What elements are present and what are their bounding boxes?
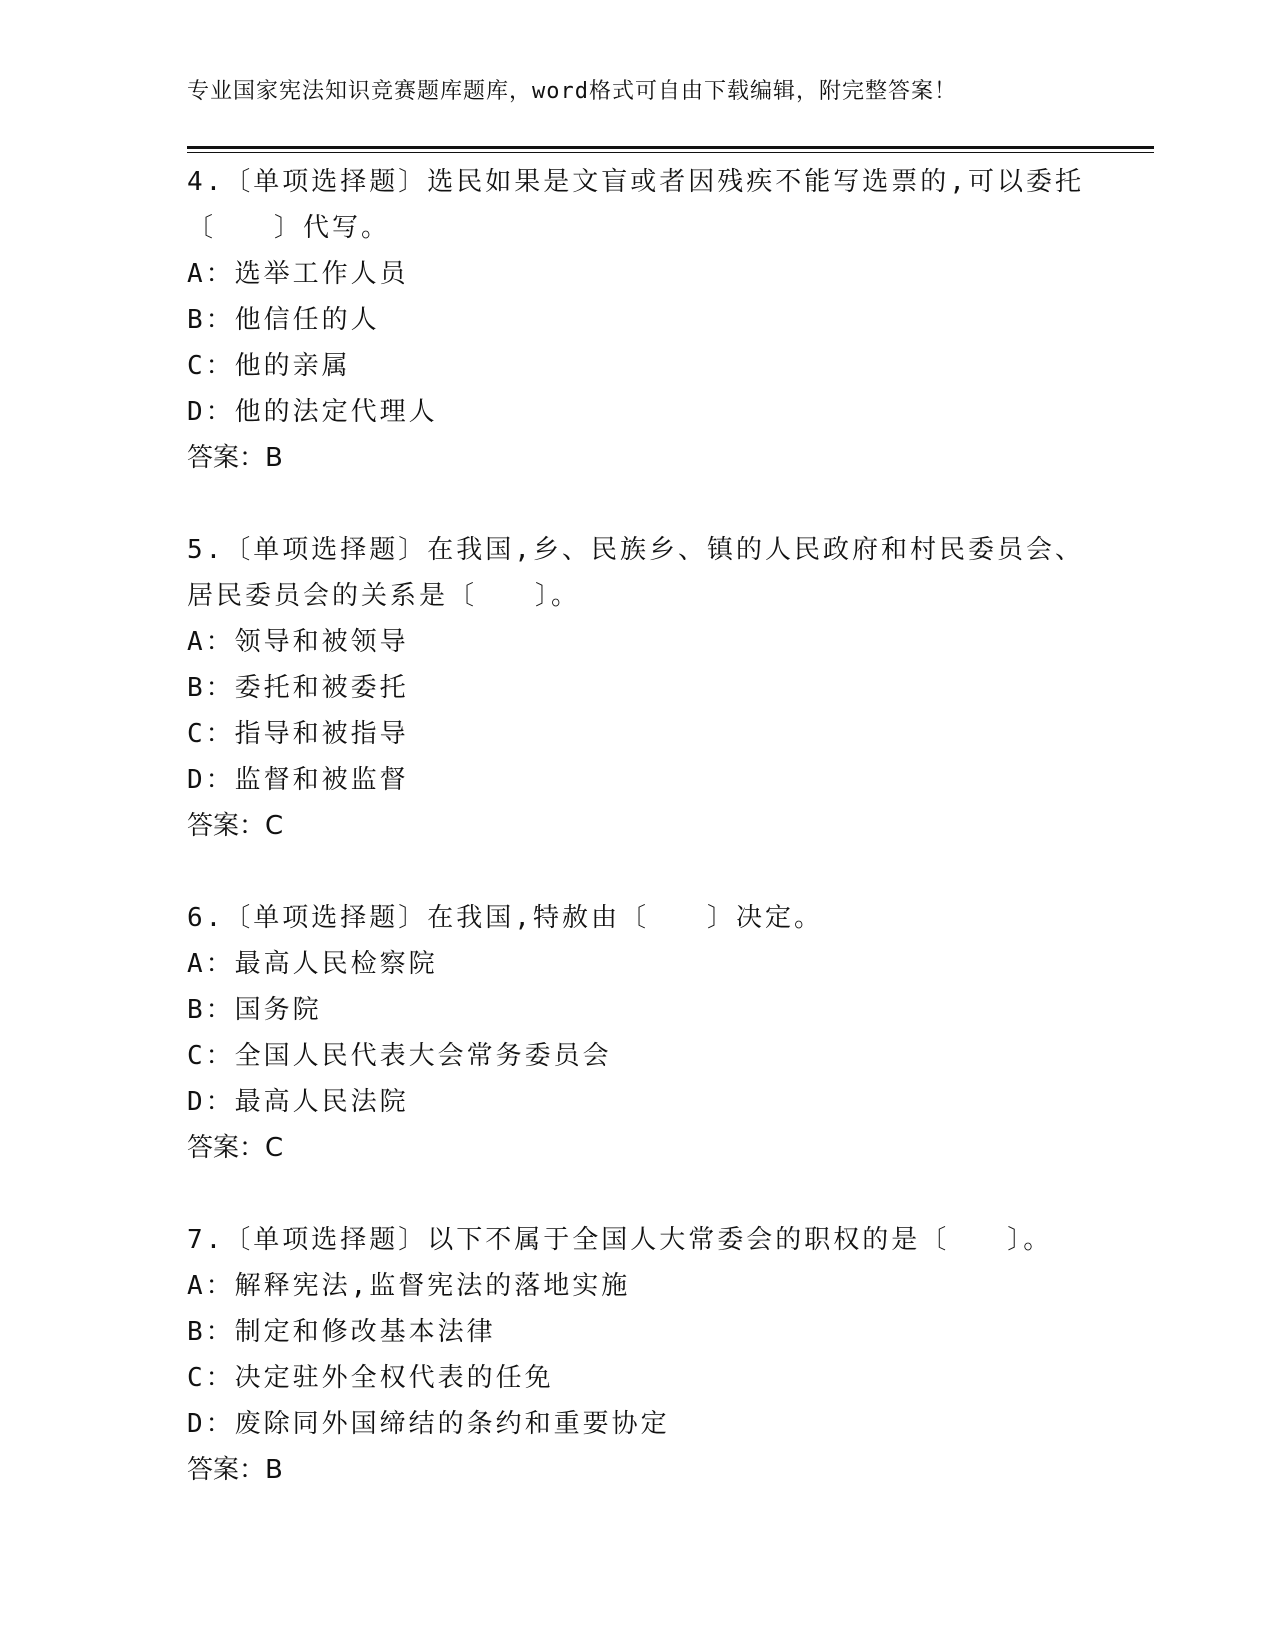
header-divider-thick <box>187 146 1154 149</box>
option-b: B：制定和修改基本法律 <box>187 1317 496 1347</box>
answer-line: 答案：C <box>187 811 284 841</box>
option-b: B：委托和被委托 <box>187 673 409 703</box>
option-c: C：全国人民代表大会常务委员会 <box>187 1041 612 1071</box>
option-d: D：他的法定代理人 <box>187 397 438 427</box>
option-c: C：他的亲属 <box>187 351 351 381</box>
question-4 <box>187 159 1154 481</box>
option-d: D：最高人民法院 <box>187 1087 409 1117</box>
question-stem: 〔 〕代写。 <box>187 213 391 243</box>
answer-line: 答案：C <box>187 1133 284 1163</box>
option-b: B：国务院 <box>187 995 322 1025</box>
question-5 <box>187 527 1154 849</box>
option-a: A：选举工作人员 <box>187 259 409 289</box>
question-6 <box>187 895 1154 1171</box>
option-a: A：领导和被领导 <box>187 627 409 657</box>
question-list <box>187 159 1154 1539</box>
option-b: B：他信任的人 <box>187 305 380 335</box>
question-stem: 7.〔单项选择题〕以下不属于全国人大常委会的职权的是〔 〕。 <box>187 1225 1053 1255</box>
option-d: D：监督和被监督 <box>187 765 409 795</box>
page-header: 专业国家宪法知识竞赛题库题库，word格式可自由下载编辑，附完整答案！ <box>187 79 957 104</box>
option-c: C：决定驻外全权代表的任免 <box>187 1363 554 1393</box>
option-c: C：指导和被指导 <box>187 719 409 749</box>
option-a: A：解释宪法,监督宪法的落地实施 <box>187 1271 631 1301</box>
header-divider-thin <box>187 152 1154 153</box>
question-7 <box>187 1217 1154 1493</box>
option-a: A：最高人民检察院 <box>187 949 438 979</box>
question-stem: 4.〔单项选择题〕选民如果是文盲或者因残疾不能写选票的,可以委托 <box>187 167 1084 197</box>
answer-line: 答案：B <box>187 443 283 473</box>
question-stem: 5.〔单项选择题〕在我国,乡、民族乡、镇的人民政府和村民委员会、 <box>187 535 1084 565</box>
option-d: D：废除同外国缔结的条约和重要协定 <box>187 1409 670 1439</box>
answer-line: 答案：B <box>187 1455 283 1485</box>
question-stem: 居民委员会的关系是〔 〕。 <box>187 581 581 611</box>
question-stem: 6.〔单项选择题〕在我国,特赦由〔 〕决定。 <box>187 903 823 933</box>
